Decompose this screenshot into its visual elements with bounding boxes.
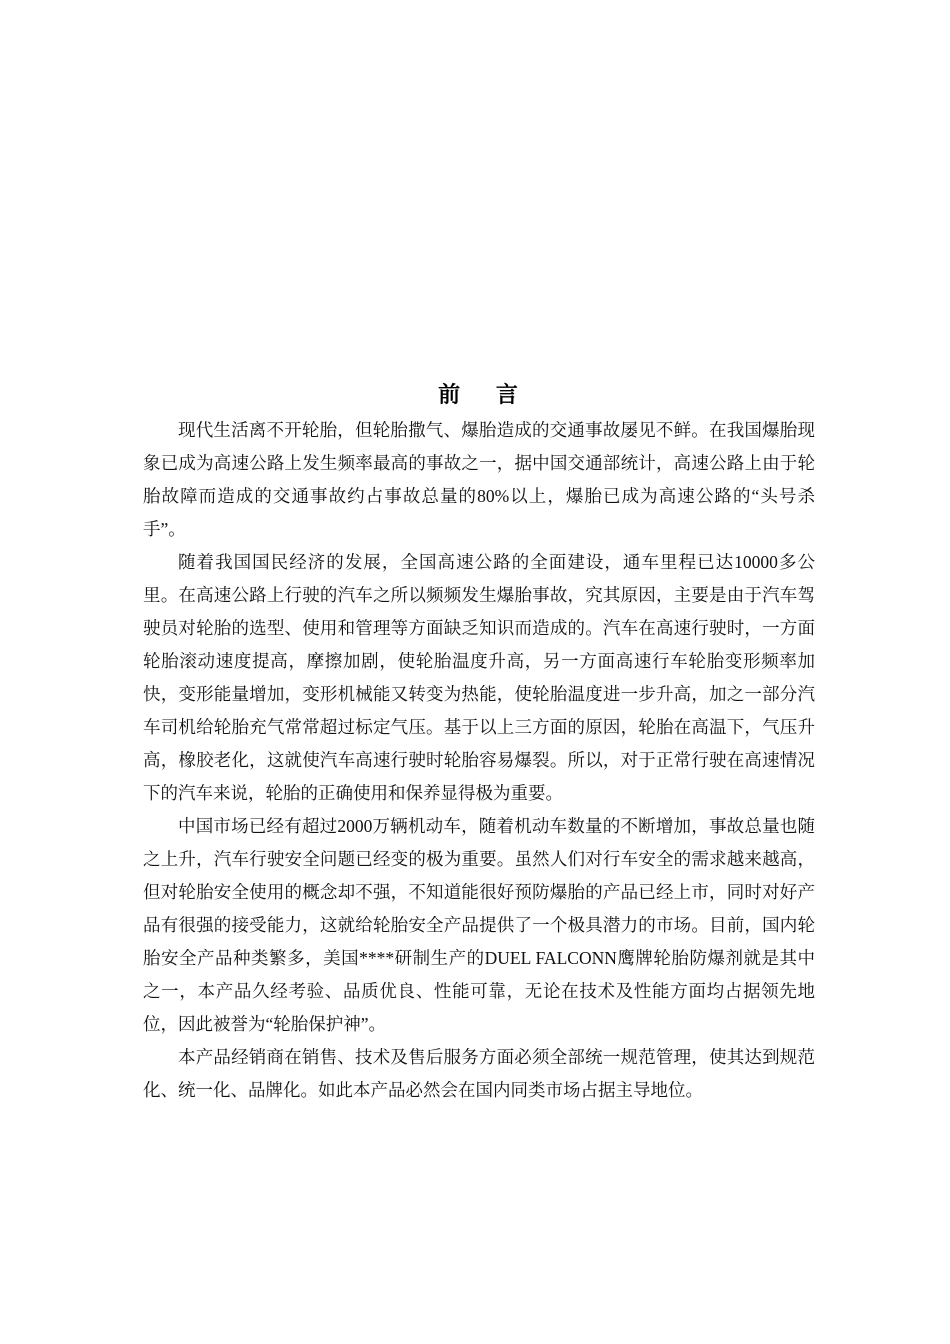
paragraph-4: 本产品经销商在销售、技术及售后服务方面必须全部统一规范管理，使其达到规范化、统一化、品牌化。如此本产品必然会在国内同类市场占据主导地位。: [143, 1047, 815, 1100]
paragraph-3: 中国市场已经有超过2000万辆机动车，随着机动车数量的不断增加，事故总量也随之上升，汽车行驶安全问题已经变的极为重要。虽然人们对行车安全的需求越来越高，但对轮胎安全使用的概念却不强，不知道能很好预防爆胎的产品已经上市，同时对好产品有很强的接受能力，这就给轮胎安全产品提供了一个极具潜力的市场。目前，国内轮胎安全产品种类繁多，美国****研制生产的DUEL FALCONN鹰牌轮胎防爆剂就是其中之一，本产品久经考验、品质优良、性能可靠，无论在技术及性能方面均占据领先地位，因此被誉为“轮胎保护神”。: [143, 816, 815, 1034]
paragraph-1: 现代生活离不开轮胎，但轮胎撒气、爆胎造成的交通事故屡见不鲜。在我国爆胎现象已成为高速公路上发生频率最高的事故之一，据中国交通部统计，高速公路上由于轮胎故障而造成的交通事故约占事故总量的80%以上，爆胎已成为高速公路的“头号杀手”。: [143, 420, 815, 539]
page-title: 前 言: [438, 382, 532, 408]
document-body: [143, 378, 815, 1107]
paragraph-2: 随着我国国民经济的发展，全国高速公路的全面建设，通车里程已达10000多公里。在高速公路上行驶的汽车之所以频频发生爆胎事故，究其原因，主要是由于汽车驾驶员对轮胎的选型、使用和管理等方面缺乏知识而造成的。汽车在高速行驶时，一方面轮胎滚动速度提高，摩擦加剧，使轮胎温度升高，另一方面高速行车轮胎变形频率加快，变形能量增加，变形机械能又转变为热能，使轮胎温度进一步升高，加之一部分汽车司机给轮胎充气常常超过标定气压。基于以上三方面的原因，轮胎在高温下，气压升高，橡胶老化，这就使汽车高速行驶时轮胎容易爆裂。所以，对于正常行驶在高速情况下的汽车来说，轮胎的正确使用和保养显得极为重要。: [143, 552, 815, 803]
